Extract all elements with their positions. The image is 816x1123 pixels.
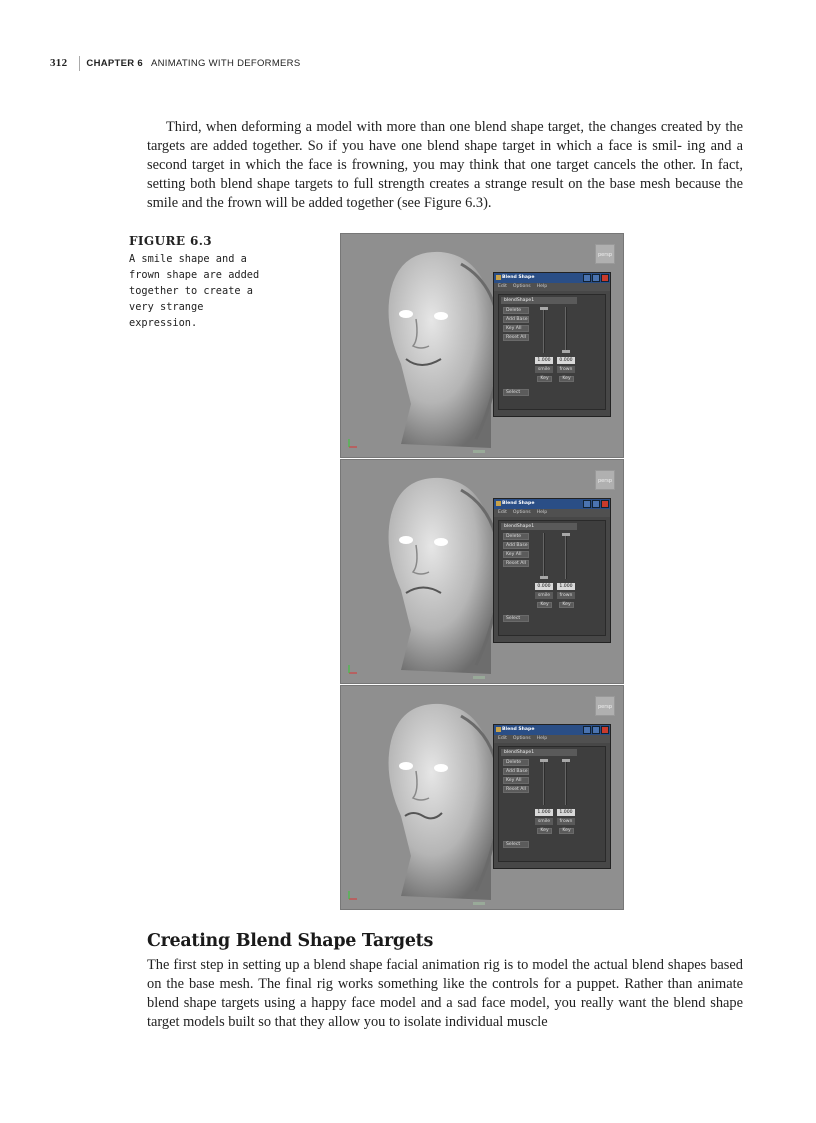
slider-knob[interactable] xyxy=(562,533,570,536)
menu-edit[interactable]: Edit xyxy=(498,284,507,289)
grid-marker xyxy=(473,902,485,905)
axis-icon xyxy=(347,889,359,901)
figure-6-3 xyxy=(340,233,624,909)
slider-track[interactable] xyxy=(565,533,567,579)
target-name: frown xyxy=(557,818,575,825)
key-all-button[interactable]: Key All xyxy=(503,325,529,332)
window-menu xyxy=(494,735,610,743)
window-title: Blend Shape xyxy=(502,727,535,732)
target-name: smile xyxy=(535,592,553,599)
minimize-icon[interactable] xyxy=(583,726,591,734)
key-button[interactable]: Key xyxy=(559,602,574,608)
select-button[interactable]: Select xyxy=(503,841,529,848)
blend-shape-window xyxy=(493,272,611,417)
minimize-icon[interactable] xyxy=(583,500,591,508)
weight-value[interactable]: 1.000 xyxy=(535,809,553,816)
intro-paragraph: Third, when deforming a model with more than one blend shape target, the changes created by the targets are added together. So if you have one blend shape target in which a face is smil- ing and a second target in which the face is frowning, you may think that one target cancels the other. In fact, setting both blend shape targets to full strength creates a strange result on the base mesh because the smile and the frown will be added together (see Figure 6.3). xyxy=(147,119,743,211)
menu-help[interactable]: Help xyxy=(536,284,548,289)
app-icon xyxy=(496,275,501,280)
delete-button[interactable]: Delete xyxy=(503,533,529,540)
blend-shape-panel xyxy=(498,746,606,862)
node-tab[interactable]: blendShape1 xyxy=(501,297,577,304)
close-icon[interactable] xyxy=(601,274,609,282)
window-menu xyxy=(494,509,610,517)
figure-label: FIGURE 6.3 xyxy=(129,234,213,248)
figure-caption xyxy=(129,233,269,331)
menu-options[interactable]: Options xyxy=(512,510,531,515)
key-button[interactable]: Key xyxy=(537,376,552,382)
node-tab[interactable]: blendShape1 xyxy=(501,523,577,530)
body-paragraph: The first step in setting up a blend shape facial animation rig is to model the actual blend shapes based on the base mesh. The final rig works something like the controls for a puppet. Rather than animate blend shape targets using a happy face model and a sad face model, you really want the blend shape target models built so that they allow you to isolate individual muscle xyxy=(147,957,743,1030)
slider-track[interactable] xyxy=(543,307,545,353)
chapter-title: ANIMATING WITH DEFORMERS xyxy=(150,57,301,69)
slider-knob[interactable] xyxy=(562,759,570,762)
key-button[interactable]: Key xyxy=(559,828,574,834)
close-icon[interactable] xyxy=(601,500,609,508)
section-heading: Creating Blend Shape Targets xyxy=(147,931,434,951)
maximize-icon[interactable] xyxy=(592,274,600,282)
menu-options[interactable]: Options xyxy=(512,284,531,289)
key-all-button[interactable]: Key All xyxy=(503,551,529,558)
figure-caption-text: A smile shape and a frown shape are added together to create a very strange expression. xyxy=(129,253,260,329)
menu-options[interactable]: Options xyxy=(512,736,531,741)
running-head xyxy=(50,56,300,70)
target-name: frown xyxy=(557,366,575,373)
maximize-icon[interactable] xyxy=(592,726,600,734)
slider-track[interactable] xyxy=(565,307,567,353)
weight-value[interactable]: 0.000 xyxy=(557,357,575,364)
window-title-bar xyxy=(494,499,610,509)
minimize-icon[interactable] xyxy=(583,274,591,282)
window-menu xyxy=(494,283,610,291)
persp-label: persp xyxy=(595,244,615,264)
axis-icon xyxy=(347,663,359,675)
window-title: Blend Shape xyxy=(502,501,535,506)
maximize-icon[interactable] xyxy=(592,500,600,508)
viewport-panel-combined xyxy=(340,685,624,910)
add-base-button[interactable]: Add Base xyxy=(503,542,529,549)
menu-edit[interactable]: Edit xyxy=(498,510,507,515)
persp-label: persp xyxy=(595,696,615,716)
slider-knob[interactable] xyxy=(562,350,570,353)
window-title-bar xyxy=(494,273,610,283)
blend-shape-panel xyxy=(498,520,606,636)
blend-shape-panel xyxy=(498,294,606,410)
page-number: 312 xyxy=(50,57,68,69)
slider-knob[interactable] xyxy=(540,576,548,579)
chapter-label: CHAPTER 6 xyxy=(86,57,143,69)
target-name: smile xyxy=(535,818,553,825)
weight-value[interactable]: 1.000 xyxy=(535,357,553,364)
reset-all-button[interactable]: Reset All xyxy=(503,334,529,341)
grid-marker xyxy=(473,450,485,453)
slider-track[interactable] xyxy=(565,759,567,805)
target-name: smile xyxy=(535,366,553,373)
menu-help[interactable]: Help xyxy=(536,736,548,741)
reset-all-button[interactable]: Reset All xyxy=(503,786,529,793)
add-base-button[interactable]: Add Base xyxy=(503,316,529,323)
blend-shape-window xyxy=(493,498,611,643)
persp-label: persp xyxy=(595,470,615,490)
close-icon[interactable] xyxy=(601,726,609,734)
key-button[interactable]: Key xyxy=(559,376,574,382)
blend-shape-window xyxy=(493,724,611,869)
grid-marker xyxy=(473,676,485,679)
delete-button[interactable]: Delete xyxy=(503,759,529,766)
delete-button[interactable]: Delete xyxy=(503,307,529,314)
app-icon xyxy=(496,501,501,506)
node-tab[interactable]: blendShape1 xyxy=(501,749,577,756)
weight-value[interactable]: 1.000 xyxy=(557,809,575,816)
menu-help[interactable]: Help xyxy=(536,510,548,515)
reset-all-button[interactable]: Reset All xyxy=(503,560,529,567)
slider-knob[interactable] xyxy=(540,307,548,310)
key-all-button[interactable]: Key All xyxy=(503,777,529,784)
window-title-bar xyxy=(494,725,610,735)
add-base-button[interactable]: Add Base xyxy=(503,768,529,775)
app-icon xyxy=(496,727,501,732)
key-button[interactable]: Key xyxy=(537,828,552,834)
slider-track[interactable] xyxy=(543,759,545,805)
window-title: Blend Shape xyxy=(502,275,535,280)
header-divider xyxy=(79,56,80,71)
viewport-panel-smile xyxy=(340,233,624,458)
slider-knob[interactable] xyxy=(540,759,548,762)
weight-value[interactable]: 0.000 xyxy=(535,583,553,590)
viewport-panel-frown xyxy=(340,459,624,684)
select-button[interactable]: Select xyxy=(503,615,529,622)
axis-icon xyxy=(347,437,359,449)
target-name: frown xyxy=(557,592,575,599)
slider-track[interactable] xyxy=(543,533,545,579)
weight-value[interactable]: 1.000 xyxy=(557,583,575,590)
select-button[interactable]: Select xyxy=(503,389,529,396)
key-button[interactable]: Key xyxy=(537,602,552,608)
menu-edit[interactable]: Edit xyxy=(498,736,507,741)
